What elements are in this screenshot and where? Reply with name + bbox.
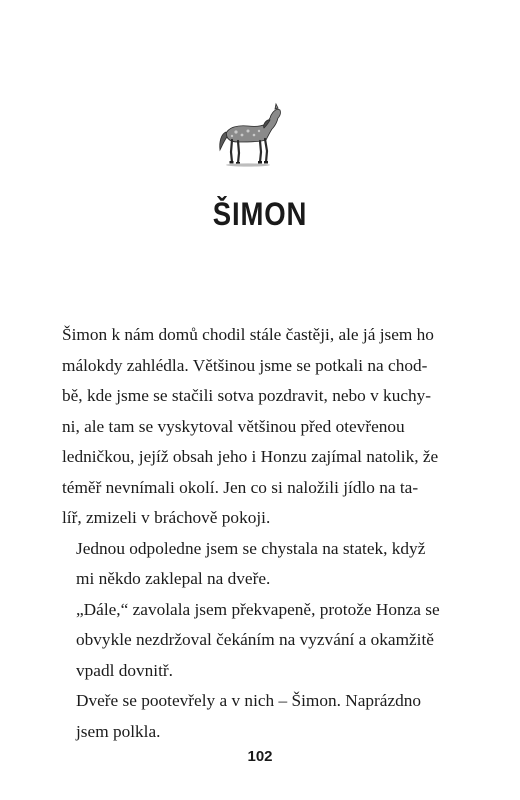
text-line: obvykle nezdržoval čekáním na vyzvání a okamžitě	[76, 630, 434, 649]
text-line: vpadl dovnitř.	[76, 660, 173, 680]
chapter-title: ŠIMON	[212, 196, 308, 232]
text-line: bě, kde jsme se stačili sotva pozdravit, nebo v kuchy-	[62, 386, 432, 405]
paragraph-4	[62, 686, 460, 747]
page-number: 102	[247, 748, 273, 765]
text-line: „Dále,“ zavolala jsem překvapeně, protože Honza se	[76, 599, 440, 619]
paragraph-3	[62, 595, 460, 687]
text-line: málokdy zahlédla. Většinou jsme se potkali na chod-	[62, 355, 428, 375]
paragraph-1	[62, 320, 460, 534]
text-line: Jednou odpoledne jsem se chystala na statek, když	[76, 538, 426, 558]
text-line: líř, zmizeli v bráchově pokoji.	[62, 508, 271, 527]
text-line: Šimon k nám domů chodil stále častěji, ale já jsem ho	[62, 325, 434, 344]
text-line: téměř nevnímali okolí. Jen co si naložili jídlo na ta-	[62, 477, 419, 497]
horse-illustration	[208, 96, 288, 176]
chapter-body	[62, 320, 460, 747]
text-line: jsem polkla.	[76, 721, 161, 741]
text-line: mi někdo zaklepal na dveře.	[76, 569, 271, 588]
text-line: Dveře se pootevřely a v nich – Šimon. Naprázdno	[76, 691, 422, 710]
paragraph-2	[62, 534, 460, 595]
text-line: ni, ale tam se vyskytoval většinou před otevřenou	[62, 416, 405, 436]
text-line: ledničkou, jejíž obsah jeho i Honzu zajímal natolik, že	[62, 447, 439, 466]
